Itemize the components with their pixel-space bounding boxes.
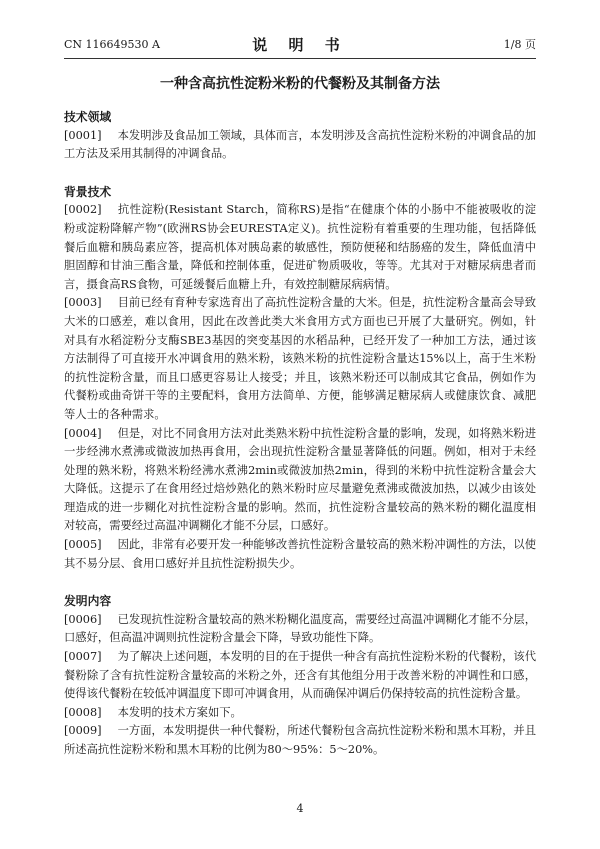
paragraph — [64, 704, 536, 723]
paragraph-text: 因此，非常有必要开发一种能够改善抗性淀粉含量较高的熟米粉冲调性的方法，以使其不易分层、食用口感好并且抗性淀粉损失少。 — [64, 538, 536, 570]
paragraph — [64, 648, 536, 704]
paragraph-number: [0005] — [64, 538, 102, 552]
paragraph-number: [0003] — [64, 296, 102, 310]
paragraph-text: 为了解决上述问题，本发明的目的在于提供一种含有高抗性淀粉米粉的代餐粉，该代餐粉除了含有抗性淀粉含量较高的米粉之外，还含有其他组分用于改善米粉的冲调性和口感，使得该代餐粉在较低冲调温度下即可冲调食用，从而确保冲调后仍保持较高的抗性淀粉含量。 — [64, 650, 536, 701]
paragraph — [64, 127, 536, 164]
paragraph — [64, 611, 536, 648]
paragraph-text: 已发现抗性淀粉含量较高的熟米粉糊化温度高，需要经过高温冲调糊化才能不分层，口感好，但高温冲调则抗性淀粉含量会下降，导致功能性下降。 — [64, 612, 536, 645]
paragraph-text: 但是，对比不同食用方法对此类熟米粉中抗性淀粉含量的影响，发现，如将熟米粉进一步经沸水煮沸或微波加热再食用，会出现抗性淀粉含量显著降低的问题。例如，相对于未经处理的熟米粉，将熟米粉经沸水煮沸2min或微波加热2min，得到的米粉中抗性淀粉含量会大大降低。这提示了在食用经过焙炒熟化的熟米粉时应尽量避免煮沸或微波加热，以减少由该处理造成的进一步糊化对抗性淀粉含量的影响。然而，抗性淀粉含量较高的熟米粉的糊化温度相对较高，需要经过高温冲调糊化才能不分层，口感好。 — [64, 426, 536, 533]
paragraph-number: [0001] — [64, 128, 102, 142]
publication-number: CN 116649530 A — [64, 38, 160, 51]
section-heading: 技术领域 — [64, 110, 112, 124]
description-body — [64, 108, 536, 760]
paragraph — [64, 201, 536, 294]
paragraph — [64, 425, 536, 537]
paragraph — [64, 722, 536, 759]
paragraph-text: 本发明涉及食品加工领域，具体而言，本发明涉及含高抗性淀粉米粉的冲调食品的加工方法及采用其制得的冲调食品。 — [64, 128, 536, 161]
paragraph-text: 目前已经有育种专家选育出了高抗性淀粉含量的大米。但是，抗性淀粉含量高会导致大米的口感差，难以食用，因此在改善此类大米食用方式方面也已开展了大量研究。例如，针对具有水稻淀粉分支酶SBE3基因的突变基因的水稻品种，已经开发了一种加工方法，通过该方法制得了可直接开水冲调食用的熟米粉，该熟米粉的抗性淀粉含量达15%以上，高于生米粉的抗性淀粉含量，而且口感更容易让人接受；并且，该熟米粉还可以制成其它食品，例如作为代餐粉或曲奇饼干等的主要配料，食用方法简单、方便，能够满足糖尿病人或健康饮食、减肥等人士的各种需求。 — [64, 296, 536, 421]
document-type-title: 说 明 书 — [252, 36, 348, 54]
page-header — [64, 34, 536, 56]
header-divider — [64, 58, 536, 59]
page-counter: 1/8 页 — [503, 38, 536, 51]
invention-title: 一种含高抗性淀粉米粉的代餐粉及其制备方法 — [160, 76, 440, 92]
paragraph — [64, 536, 536, 573]
paragraph-number: [0002] — [64, 203, 102, 217]
paragraph — [64, 294, 536, 424]
section-heading: 发明内容 — [64, 594, 112, 609]
paragraph-number: [0004] — [64, 426, 102, 440]
paragraph-number: [0008] — [64, 705, 102, 719]
paragraph-text: 抗性淀粉(Resistant Starch，简称RS)是指“在健康个体的小肠中不能被吸收的淀粉或淀粉降解产物”(欧洲RS协会EURESTA定义)。抗性淀粉有着重要的生理功能，包括降低餐后血糖和胰岛素应答，提高机体对胰岛素的敏感性，预防便秘和结肠癌的发生，降低血清中胆固醇和甘油三酯含量，降低和控制体重，促进矿物质吸收，等等。尤其对于对糖尿病患者而言，摄食高RS食物，可延缓餐后血糖上升，有效控制糖尿病病情。 — [64, 203, 536, 291]
section-heading: 背景技术 — [64, 184, 112, 199]
paragraph-number: [0009] — [64, 724, 102, 738]
paragraph-number: [0007] — [64, 650, 102, 664]
paragraph-text: 一方面，本发明提供一种代餐粉，所述代餐粉包含高抗性淀粉米粉和黑木耳粉，并且所述高抗性淀粉米粉和黑木耳粉的比例为80～95%：5～20%。 — [64, 724, 536, 756]
paragraph-number: [0006] — [64, 612, 102, 626]
page-number: 4 — [296, 802, 304, 815]
paragraph-text: 本发明的技术方案如下。 — [117, 705, 242, 719]
